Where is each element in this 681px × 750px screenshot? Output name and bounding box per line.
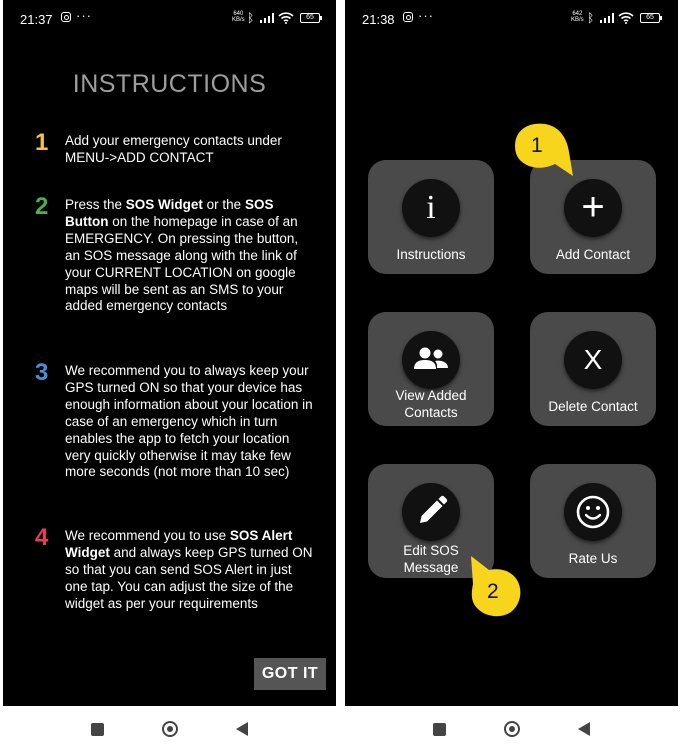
callout-1-marker: 1 [511,120,577,178]
delete-contact-tile[interactable] [530,312,656,426]
signal-icon [600,13,614,23]
page-title: INSTRUCTIONS [72,70,267,98]
tile-label: Instructions [396,247,466,262]
back-icon[interactable] [578,722,590,736]
bluetooth-icon: ᛒ [587,11,595,25]
info-icon: i [402,179,460,237]
status-bar [345,0,678,38]
view-contacts-tile[interactable] [368,312,494,426]
step-text: We recommend you to use SOS Alert Widget and always keep GPS turned ON so that you can send SOS Alert in just one tap. You can adjust the size of the widget as per your requirements [65,528,313,611]
home-icon[interactable] [162,721,178,737]
x-letter-icon: X [564,331,622,389]
tile-label: Delete Contact [548,399,638,414]
instagram-notification-icon [61,12,71,22]
step-number: 4 [35,524,49,551]
tile-label: Add Contact [555,247,631,262]
home-icon[interactable] [504,721,520,737]
step-number: 2 [35,193,49,220]
back-icon[interactable] [236,722,248,736]
pencil-icon [402,483,460,541]
more-notifications-icon: ··· [418,8,434,23]
tile-label: Edit SOS Message [403,543,459,575]
navigation-bar [341,706,681,750]
battery-indicator: 65 [640,13,660,23]
status-time: 21:37 [20,12,53,27]
tile-label: View Added Contacts [395,388,467,420]
bluetooth-icon: ᛒ [247,11,255,25]
menu-screen [345,0,678,706]
got-it-button[interactable]: GOT IT [254,658,326,690]
wifi-icon [278,12,294,24]
rate-us-tile[interactable] [530,464,656,578]
signal-icon [260,13,274,23]
more-notifications-icon: ··· [76,8,92,23]
smiley-icon [564,483,622,541]
step-number: 3 [35,359,49,386]
instagram-notification-icon [403,12,413,22]
people-icon [402,331,460,389]
wifi-icon [618,12,634,24]
status-time: 21:38 [362,12,395,27]
network-speed: 642 KB/s [571,11,584,23]
instructions-tile[interactable] [368,160,494,274]
step-number: 1 [35,129,49,156]
step-text: Add your emergency contacts under MENU->ADD CONTACT [65,133,282,165]
status-bar [3,0,336,38]
tile-label: Rate Us [568,551,618,566]
callout-2-marker: 2 [465,554,525,620]
step-text: We recommend you to always keep your GPS turned ON so that your device has enough information about your location in case of an emergency which in turn enables the app to fetch your location very quickly otherwise it may take few more seconds (not more than 10 sec) [65,363,313,480]
network-speed: 640 KB/s [232,11,245,23]
recent-apps-icon[interactable] [433,723,446,736]
plus-icon: + [564,179,622,237]
instructions-screen [3,0,336,706]
battery-indicator: 65 [300,13,320,23]
step-text: Press the SOS Widget or the SOS Button on the homepage in case of an EMERGENCY. On pressing the button, an SOS message along with the link of your CURRENT LOCATION on google maps will be sent as an SMS to your added emergency contacts [65,197,299,314]
recent-apps-icon[interactable] [91,723,104,736]
navigation-bar [0,706,340,750]
